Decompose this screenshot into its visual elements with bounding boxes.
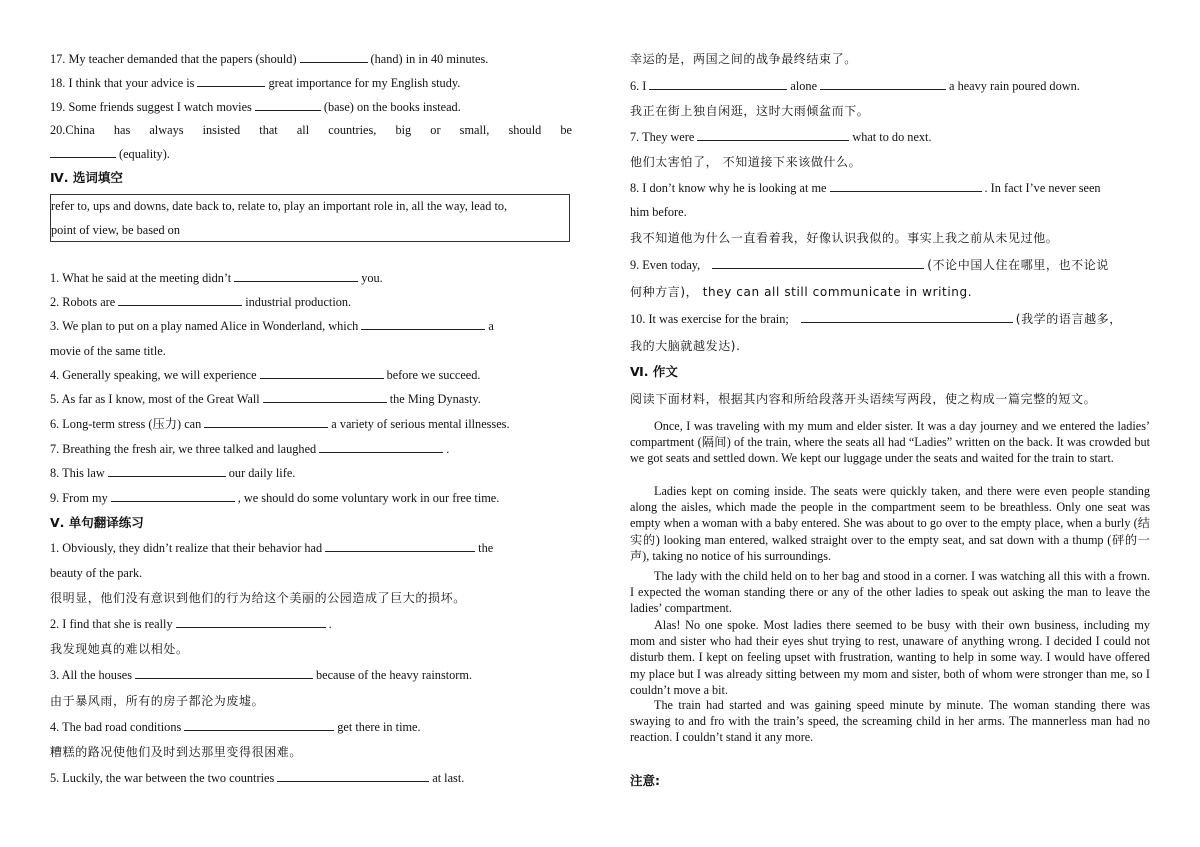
answer-blank[interactable] [300,51,368,63]
answer-blank[interactable] [176,616,326,628]
question-20-cont: (equality). [50,146,572,162]
answer-blank[interactable] [260,367,384,379]
translate-item-3-chinese: 由于暴风雨，所有的房子都沦为废墟。 [50,694,265,708]
translate-item-5: 5. Luckily, the war between the two countries at last. [50,771,465,785]
answer-blank[interactable] [830,180,982,192]
translate-item-9-cont: 何种方言)， they can all still communicate in writing. [630,285,973,299]
answer-blank[interactable] [204,416,328,428]
translate-item-3: 3. All the houses because of the heavy rainstorm. [50,668,473,682]
answer-blank[interactable] [255,99,321,111]
answer-blank[interactable] [118,294,242,306]
story-paragraph-5: The train had started and was gaining speed minute by minute. The woman standing there was swaying to and fro with the train’s speed, the screaming child in her arms. The mannerless man had no reaction. I couldn’t stand it any more. [630,698,1150,745]
answer-blank[interactable] [649,78,787,90]
fill-item-6: 6. Long-term stress (压力) can a variety of serious mental illnesses. [50,417,510,431]
question-19: 19. Some friends suggest I watch movies (base) on the books instead. [50,100,461,114]
story-paragraph-4: Alas! No one spoke. Most ladies there seemed to be busy with their own business, including my mom and sister who had their eyes shut trying to rest, unaware of anything wrong. I decided I could not disturb them. I kept on feeling upset with frustration, wanting to help in some way. I would have offered my place but I was already sitting between my mom and sister, both of whom were stronger than me, so I couldn’t move a bit. [630,618,1150,697]
question-17: 17. My teacher demanded that the papers (should) (hand) in in 40 minutes. [50,52,489,66]
story-paragraph-2: Ladies kept on coming inside. The seats were quickly taken, and there were even people standing along the aisles, which made the people in the compartment seem to be breathless. Only one seat was empty when a woman with a baby entered. She was about to go over to the empty place, when a burly (结实的) looking man entered, walked straight over to the empty seat, and sat down with a thump (砰的一声), taking no notice of his surroundings. [630,484,1150,563]
answer-blank[interactable] [325,540,475,552]
fill-item-2: 2. Robots are industrial production. [50,295,352,309]
translate-item-6-chinese: 我正在街上独自闲逛，这时大雨倾盆而下。 [630,104,870,118]
fill-item-3-cont: movie of the same title. [50,344,166,358]
translate-item-6: 6. I alone a heavy rain poured down. [630,79,1080,93]
section-5-title: Ⅴ. 单句翻译练习 [50,515,144,530]
answer-blank[interactable] [712,257,924,269]
translate-item-7-chinese: 他们太害怕了， 不知道接下来该做什么。 [630,155,862,169]
section-6-title: Ⅵ. 作文 [630,364,678,379]
translate-item-10: 10. It was exercise for the brain; (我学的语言越多， [630,312,1122,326]
word-bank-line-1: refer to, ups and downs, date back to, relate to, play an important role in, all the way, lead to, [51,199,508,213]
translate-item-2: 2. I find that she is really . [50,617,332,631]
fill-item-8: 8. This law our daily life. [50,466,296,480]
translate-item-9: 9. Even today, (不论中国人住在哪里，也不论说 [630,258,1109,272]
fill-item-5: 5. As far as I know, most of the Great Wall the Ming Dynasty. [50,392,481,406]
answer-blank[interactable] [111,490,235,502]
word-bank-box [50,194,570,242]
fill-item-9: 9. From my , we should do some voluntary work in our free time. [50,491,500,505]
story-paragraph-3: The lady with the child held on to her bag and stood in a corner. I was watching all this with a frown. I expected the woman standing there or any of the other ladies to speak out asking the man to leave the ladies’ compartment. [630,569,1150,616]
answer-blank[interactable] [197,75,265,87]
translate-item-10-cont: 我的大脑就越发达). [630,339,741,353]
translate-item-4: 4. The bad road conditions get there in time. [50,720,421,734]
answer-blank[interactable] [277,770,429,782]
translate-item-4-chinese: 糟糕的路况使他们及时到达那里变得很困难。 [50,745,303,759]
answer-blank[interactable] [50,146,116,158]
answer-blank[interactable] [184,719,334,731]
fill-item-1: 1. What he said at the meeting didn’t you. [50,271,383,285]
question-20: 20.China has always insisted that all countries, big or small, should be [50,123,572,137]
answer-blank[interactable] [801,311,1013,323]
translate-item-1: 1. Obviously, they didn’t realize that their behavior had the [50,541,494,555]
answer-blank[interactable] [135,667,313,679]
fill-item-4: 4. Generally speaking, we will experience before we succeed. [50,368,481,382]
translate-item-8-cont: him before. [630,205,687,219]
note-label: 注意: [630,773,660,788]
question-18: 18. I think that your advice is great importance for my English study. [50,76,461,90]
translate-item-2-chinese: 我发现她真的难以相处。 [50,642,189,656]
writing-instruction: 阅读下面材料，根据其内容和所给段落开头语续写两段，使之构成一篇完整的短文。 [630,392,1097,406]
section-4-title: Ⅳ. 选词填空 [50,170,123,185]
answer-blank[interactable] [361,318,485,330]
translate-item-5-chinese: 幸运的是，两国之间的战争最终结束了。 [630,52,857,66]
translate-item-1-chinese: 很明显，他们没有意识到他们的行为给这个美丽的公园造成了巨大的损坏。 [50,591,466,605]
answer-blank[interactable] [820,78,946,90]
answer-blank[interactable] [697,129,849,141]
answer-blank[interactable] [108,465,226,477]
story-paragraph-1: Once, I was traveling with my mum and elder sister. It was a day journey and we entered the ladies’ compartment (隔间) of the train, where the seats all had “Ladies” written on the back. It was crowded but we got seats and settled down. We kept our luggage under the seats and waited for the train to start. [630,419,1150,466]
word-bank-line-2: point of view, be based on [51,223,180,237]
translate-item-1-cont: beauty of the park. [50,566,143,580]
fill-item-3: 3. We plan to put on a play named Alice in Wonderland, which a [50,319,494,333]
fill-item-7: 7. Breathing the fresh air, we three talked and laughed . [50,442,450,456]
translate-item-7: 7. They were what to do next. [630,130,932,144]
answer-blank[interactable] [319,441,443,453]
translate-item-8: 8. I don’t know why he is looking at me . In fact I’ve never seen [630,181,1101,195]
answer-blank[interactable] [234,270,358,282]
translate-item-8-chinese: 我不知道他为什么一直看着我，好像认识我似的。事实上我之前从未见过他。 [630,231,1059,245]
answer-blank[interactable] [263,391,387,403]
